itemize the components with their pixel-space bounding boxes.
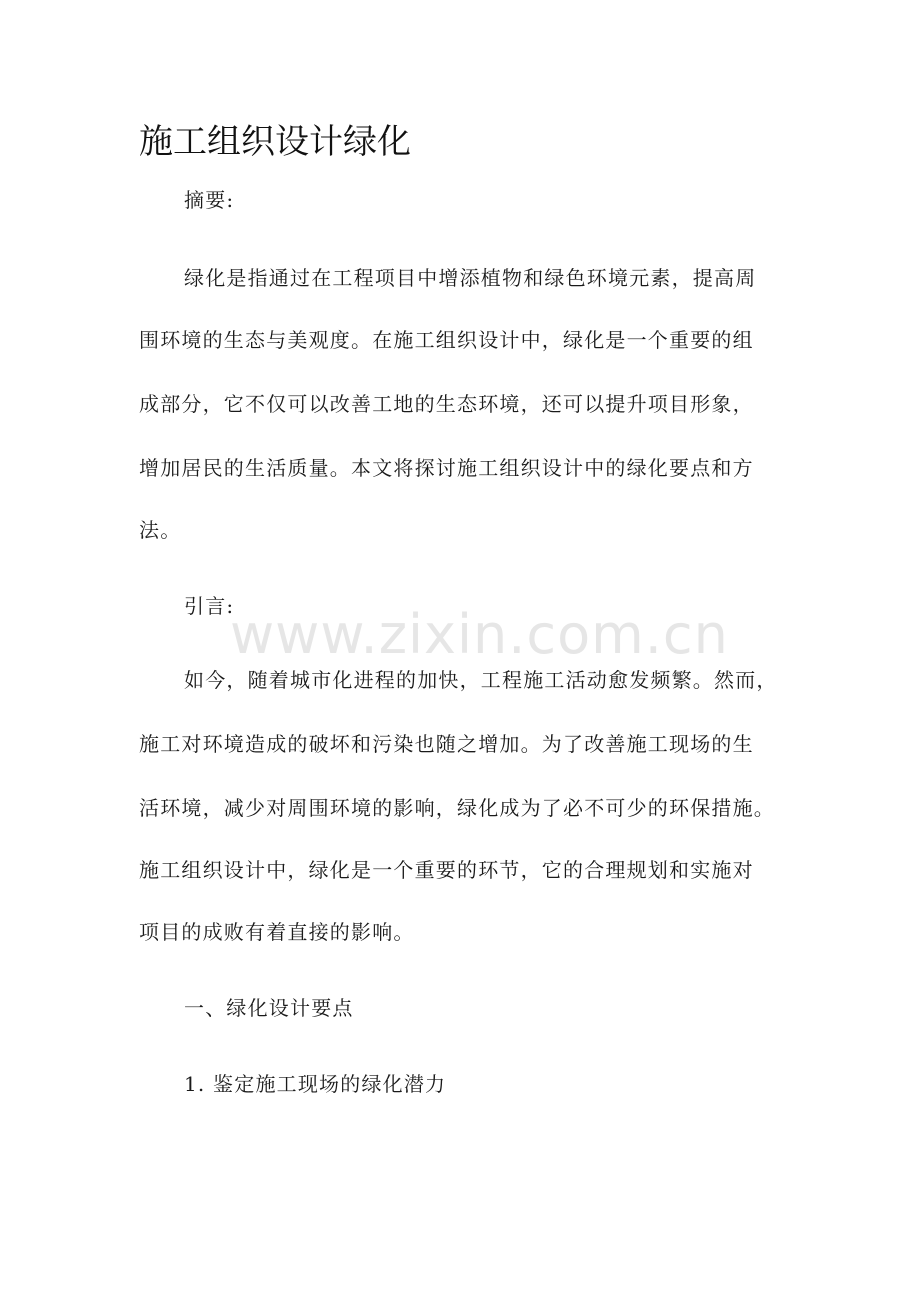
intro-line-3: 活环境，减少对周围环境的影响，绿化成为了必不可少的环保措施。 bbox=[139, 796, 775, 820]
watermark: www.zixin.com.cn bbox=[230, 603, 729, 666]
intro-line-5: 项目的成败有着直接的影响。 bbox=[139, 920, 415, 944]
intro-line-2: 施工对环境造成的破坏和污染也随之增加。为了改善施工现场的生 bbox=[139, 732, 754, 756]
abstract-line-5: 法。 bbox=[139, 518, 182, 542]
intro-line-4: 施工组织设计中，绿化是一个重要的环节，它的合理规划和实施对 bbox=[139, 858, 754, 882]
abstract-heading: 摘要: bbox=[184, 188, 235, 212]
abstract-line-4: 增加居民的生活质量。本文将探讨施工组织设计中的绿化要点和方 bbox=[139, 456, 754, 480]
abstract-line-3: 成部分，它不仅可以改善工地的生态环境，还可以提升项目形象， bbox=[139, 392, 754, 416]
subsection-heading-1-1: 1. 鉴定施工现场的绿化潜力 bbox=[184, 1072, 447, 1096]
document-title: 施工组织设计绿化 bbox=[139, 122, 411, 162]
section-heading-1: 一、绿化设计要点 bbox=[184, 996, 354, 1020]
intro-heading: 引言: bbox=[184, 594, 235, 618]
abstract-line-2: 围环境的生态与美观度。在施工组织设计中，绿化是一个重要的组 bbox=[139, 328, 754, 352]
intro-line-1: 如今，随着城市化进程的加快，工程施工活动愈发频繁。然而， bbox=[184, 668, 778, 692]
abstract-line-1: 绿化是指通过在工程项目中增添植物和绿色环境元素，提高周 bbox=[184, 266, 757, 290]
